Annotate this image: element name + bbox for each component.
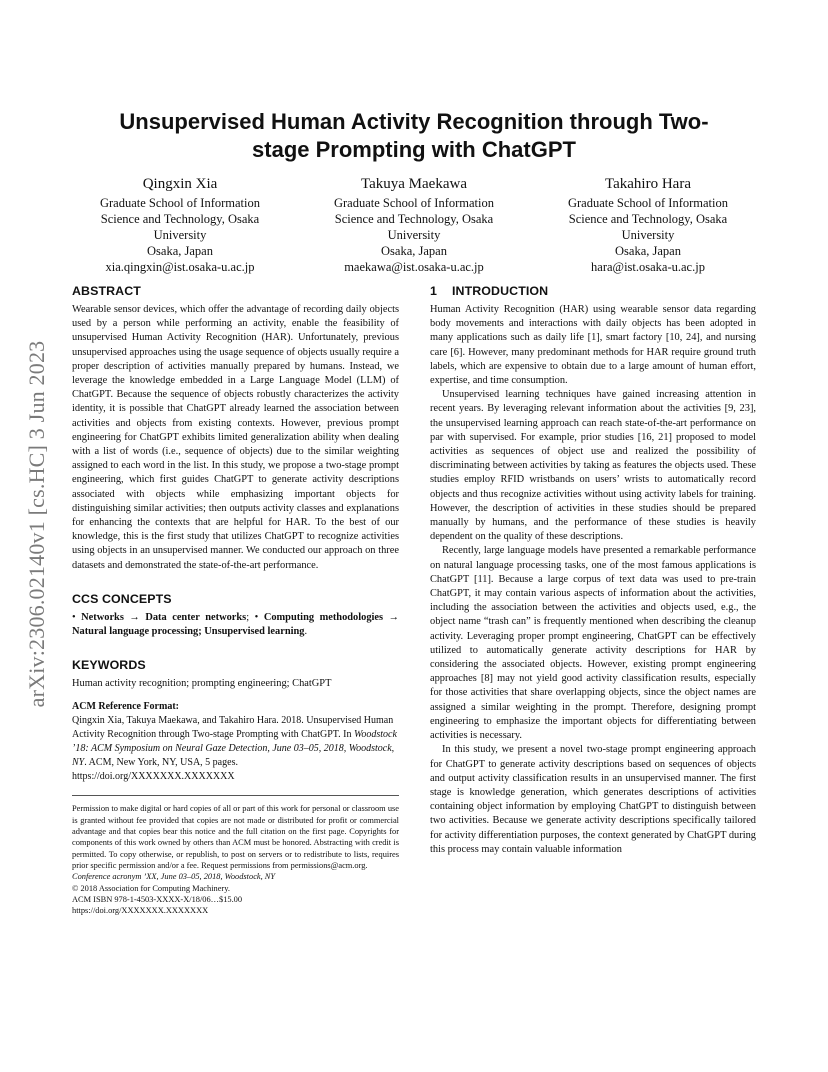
author-name: Qingxin Xia xyxy=(142,176,218,192)
introduction-paragraph: Recently, large language models have presented a remarkable performance on natural language processing tasks, one of the most famous applications is ChatGPT [11]. Because a large corpus of text data was used to pre-train ChatGPT, it may contain various aspects of information about the activities, including the association between the activities and objects used, e.g., the object name “trash can” is frequently mentioned when describing the cleanup activity. Leveraging proper prompt engineering, ChatGPT can be effectively utilized to automatically generate activity descriptions for HAR by considering the associated objects. However, existing prompt engineering approaches [8] may not yield good activity classification results, especially for those activities that share overlapping objects, since the object names are assigned a similar weighting in the prompt. Therefore, designing prompt engineering to emphasize the important objects for differentiating between activities is necessary. xyxy=(430,545,756,742)
ccs-subconcept: Natural language processing; Unsupervised learning xyxy=(72,626,305,638)
reference-format-text xyxy=(72,714,399,783)
author-affiliation-line: Graduate School of Information xyxy=(333,196,495,210)
left-column xyxy=(72,283,399,916)
section-title: INTRODUCTION xyxy=(452,284,549,298)
ccs-arrow: → xyxy=(123,611,146,623)
section-number: 1 xyxy=(430,284,437,298)
keywords-heading: KEYWORDS xyxy=(72,658,146,673)
author-affiliation-line: Science and Technology, Osaka xyxy=(568,212,728,226)
author-affiliation-line: Science and Technology, Osaka xyxy=(334,212,494,226)
author-2 xyxy=(307,174,521,275)
author-1 xyxy=(73,174,287,275)
author-affiliation-line: University xyxy=(153,228,207,242)
abstract-heading: ABSTRACT xyxy=(72,284,141,298)
isbn-note: ACM ISBN 978-1-4503-XXXX-X/18/06…$15.00 xyxy=(72,894,243,904)
ccs-end: . xyxy=(304,626,308,638)
reference-format-heading: ACM Reference Format: xyxy=(72,701,179,713)
author-name: Takuya Maekawa xyxy=(361,176,467,192)
author-location: Osaka, Japan xyxy=(381,244,447,258)
ccs-concepts-heading: CCS CONCEPTS xyxy=(72,591,172,606)
conference-note: Conference acronym ’XX, June 03–05, 2018, Woodstock, NY xyxy=(72,872,276,882)
author-affiliation-line: University xyxy=(621,228,675,242)
author-affiliation-line: Graduate School of Information xyxy=(567,196,729,210)
author-location: Osaka, Japan xyxy=(615,244,681,258)
author-block xyxy=(73,174,755,275)
arxiv-identifier: arXiv:2306.02140v1 [cs.HC] 3 Jun 2023 xyxy=(24,340,49,707)
permission-text: Permission to make digital or hard copies of all or part of this work for personal or classroom use is granted without fee provided that copies are not made or distributed for profit or commercial advantage and that copies bear this notice and the full citation on the first page. Copyrights for components of this work owned by others than ACM must be honored. Abstracting with credit is permitted. To copy otherwise, or republish, to post on servers or to redistribute to lists, requires prior specific permission and/or a fee. Request permissions from permissions@acm.org. xyxy=(72,804,399,870)
author-location: Osaka, Japan xyxy=(147,244,213,258)
author-affiliation-line: Science and Technology, Osaka xyxy=(100,212,260,226)
keywords-text: Human activity recognition; prompting engineering; ChatGPT xyxy=(72,678,332,690)
ccs-bullet: • xyxy=(72,611,82,623)
paper-title: Unsupervised Human Activity Recognition through Two-stage Prompting with ChatGPT xyxy=(119,109,709,162)
author-affiliation-line: Graduate School of Information xyxy=(99,196,261,210)
introduction-heading xyxy=(430,283,756,299)
ccs-separator: ; xyxy=(246,611,255,623)
ccs-concepts xyxy=(72,611,399,639)
author-email: hara@ist.osaka-u.ac.jp xyxy=(591,260,705,274)
reference-authors-title: Qingxin Xia, Takuya Maekawa, and Takahiro Hara. 2018. Unsupervised Human Activity Recognition through Two-stage Prompting with ChatGPT. In xyxy=(72,715,394,741)
author-email: xia.qingxin@ist.osaka-u.ac.jp xyxy=(105,260,255,274)
reference-publisher-doi: . ACM, New York, NY, USA, 5 pages. https://doi.org/XXXXXXX.XXXXXXX xyxy=(72,756,238,782)
reference-venue: Woodstock ’18: ACM Symposium on Neural Gaze Detection, June 03–05, 2018, Woodstock, NY xyxy=(72,729,397,768)
doi-note: https://doi.org/XXXXXXX.XXXXXXX xyxy=(72,906,209,916)
ccs-concept: Computing methodologies xyxy=(263,611,384,623)
abstract-text: Wearable sensor devices, which offer the advantage of recording daily objects used by a person while performing an activity, enable the feasibility of unsupervised Human Activity Recognition (HAR). Unfortunately, previous unsupervised approaches using the usage sequence of objects usually require a proper description of activities manually prepared by humans. Instead, we leverage the knowledge embedded in a Large Language Model (LLM) of ChatGPT. Because the sequence of objects robustly characterizes the activity identity, it is possible that ChatGPT already learned the association between activities and objects from existing contexts. However, previous prompt engineering for ChatGPT exhibits limited generalization ability when dealing with a list of words (i.e., sequence of objects) due to the similar weighting assigned to each word in the list. In this study, we propose a two-stage prompt engineering, which first guides ChatGPT to generate activity descriptions associated with objects while emphasizing important objects for distinguishing similar activities; then outputs activity classes and explanations for enhancing the contexts that are helpful for HAR. To the best of our knowledge, this is the first study that utilizes ChatGPT to recognize activities using objects in an unsupervised manner. We conducted our approach on three datasets and demonstrated the state-of-the-art performance. xyxy=(72,304,399,571)
author-affiliation-line: University xyxy=(387,228,441,242)
author-name: Takahiro Hara xyxy=(605,176,691,192)
ccs-concept: Networks xyxy=(81,611,124,623)
author-email: maekawa@ist.osaka-u.ac.jp xyxy=(344,260,484,274)
author-3 xyxy=(541,174,755,275)
right-column xyxy=(430,283,756,857)
introduction-paragraph: Unsupervised learning techniques have gained increasing attention in recent years. By leveraging relevant information about the activities [9, 23], the unsupervised learning approach can reach state-of-the-art performance on par with supervised. For example, prior studies [16, 21] proposed to model activities as sequences of object use and realized the possibility of discriminating between activities by taking as features the objects used. These studies employ RFID wristbands on users’ wrists to automatically record objects and thus recognize activities without using activity labels for training. However, the description of activities in these studies should be prepared manually by humans, and the performance of these studies is heavily dependent on the quality of these descriptions. xyxy=(430,389,756,543)
ccs-bullet: • xyxy=(254,611,264,623)
introduction-paragraph: In this study, we present a novel two-stage prompt engineering approach for ChatGPT to generate activity descriptions based on sequences of objects and output activity classification results in an unsupervised manner. The first stage is knowledge generation, which generates descriptions of activities containing object information by employing ChatGPT to distinguish between two activities. Because we generate activity descriptions specifically tailored for activity differentiation purposes, the context generated by ChatGPT during this process may contain valuable information xyxy=(430,744,756,855)
permission-footnote xyxy=(72,803,399,916)
copyright-note: © 2018 Association for Computing Machinery. xyxy=(72,883,230,893)
ccs-arrow: → xyxy=(383,611,399,623)
introduction-paragraph: Human Activity Recognition (HAR) using wearable sensor data regarding body movements and interactions with daily objects has been adopted in many applications such as daily life [1], smart factory [10, 24], and nursing care [6]. However, many predominant methods for HAR require ground truth labels, which are expensive to obtain due to a large amount of human effort, expertise, and time consumption. xyxy=(430,304,756,387)
ccs-subconcept: Data center networks xyxy=(145,611,247,623)
footnote-divider xyxy=(72,795,399,796)
